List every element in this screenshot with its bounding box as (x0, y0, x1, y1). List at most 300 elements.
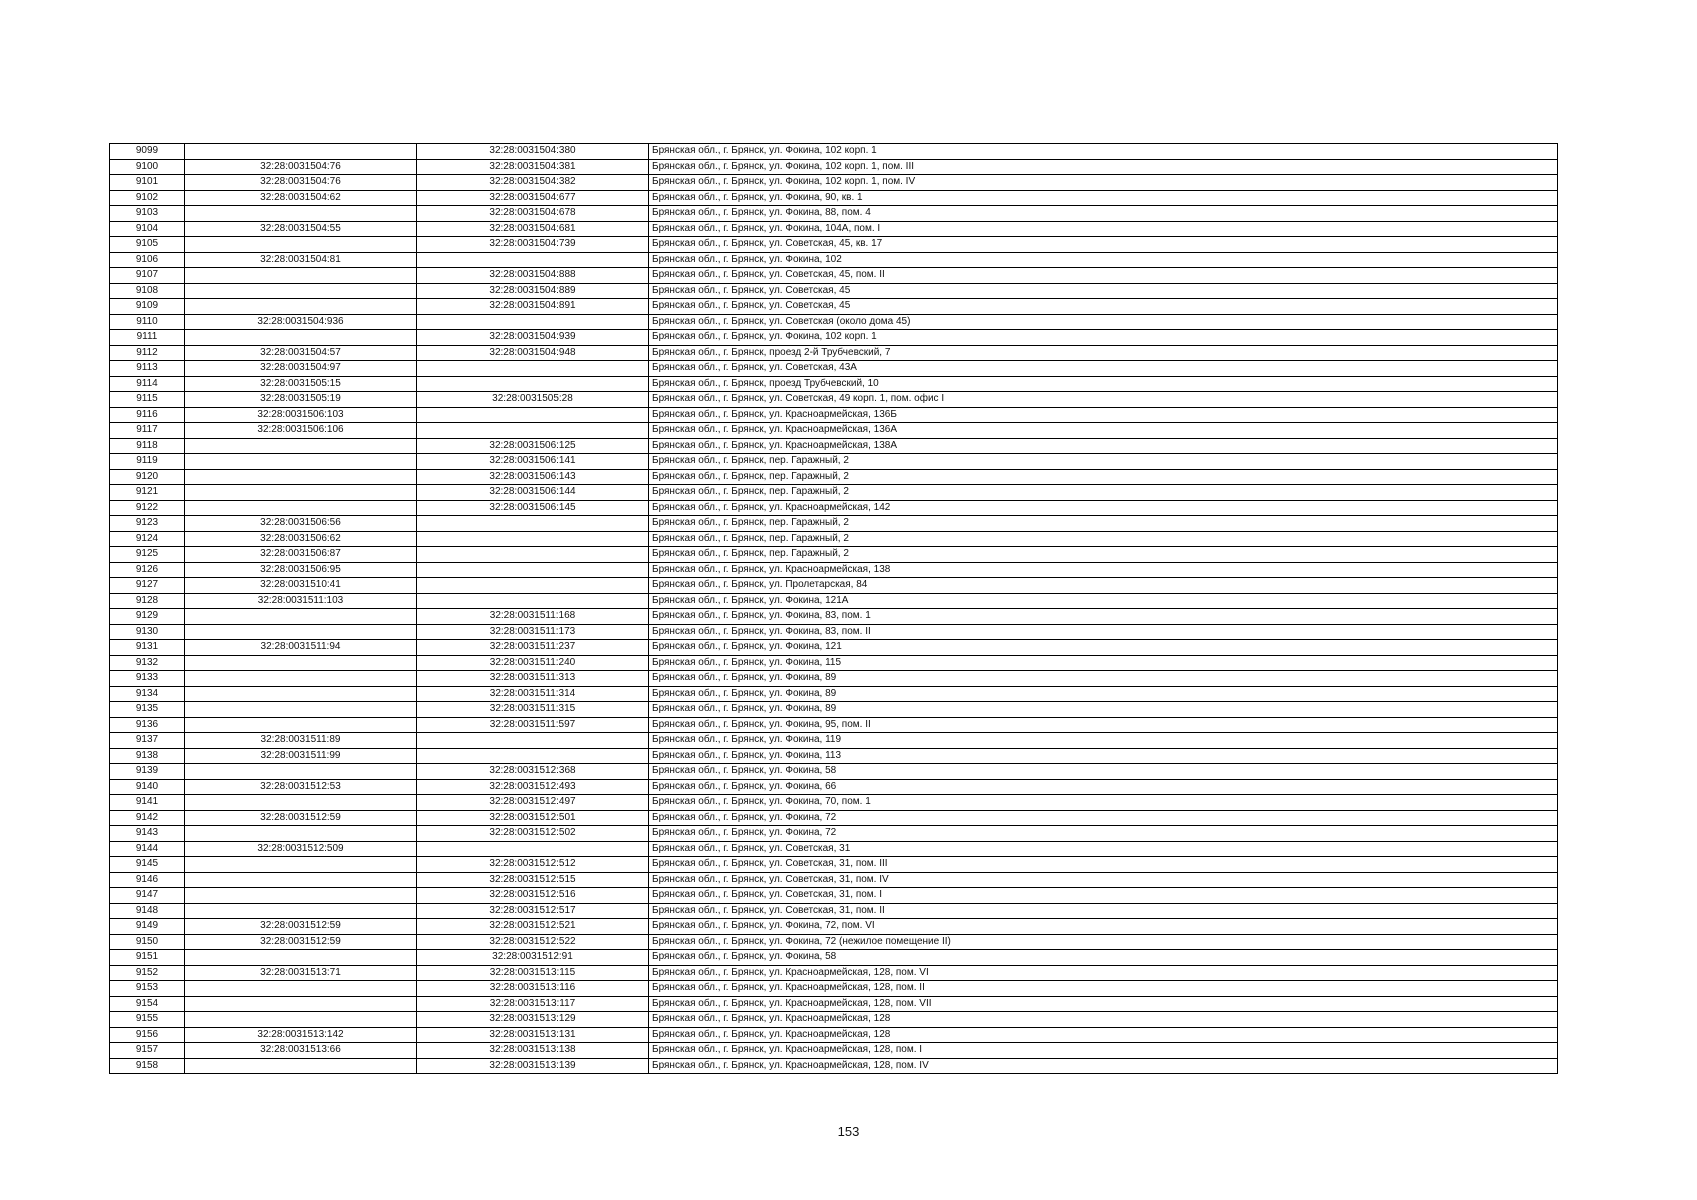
table-row (110, 748, 1558, 764)
address-cell: Брянская обл., г. Брянск, ул. Фокина, 102 (649, 252, 1558, 268)
object-number-cell: 32:28:0031504:681 (417, 221, 649, 237)
parcel-number-cell: 32:28:0031505:19 (185, 392, 417, 408)
object-number-cell (417, 516, 649, 532)
table-row (110, 624, 1558, 640)
object-number-cell: 32:28:0031504:381 (417, 159, 649, 175)
address-cell: Брянская обл., г. Брянск, пер. Гаражный, 2 (649, 547, 1558, 563)
parcel-number-cell (185, 609, 417, 625)
address-cell: Брянская обл., г. Брянск, ул. Фокина, 89 (649, 686, 1558, 702)
address-cell: Брянская обл., г. Брянск, ул. Красноармейская, 128, пом. VI (649, 965, 1558, 981)
table-row (110, 950, 1558, 966)
address-cell: Брянская обл., г. Брянск, ул. Фокина, 95, пом. II (649, 717, 1558, 733)
parcel-number-cell (185, 872, 417, 888)
row-number-cell: 9147 (110, 888, 185, 904)
object-number-cell: 32:28:0031504:891 (417, 299, 649, 315)
row-number-cell: 9103 (110, 206, 185, 222)
object-number-cell (417, 361, 649, 377)
address-cell: Брянская обл., г. Брянск, ул. Красноармейская, 136А (649, 423, 1558, 439)
object-number-cell: 32:28:0031512:502 (417, 826, 649, 842)
object-number-cell: 32:28:0031506:143 (417, 469, 649, 485)
object-number-cell: 32:28:0031511:315 (417, 702, 649, 718)
page-number: 153 (837, 1124, 860, 1139)
object-number-cell (417, 578, 649, 594)
address-cell: Брянская обл., г. Брянск, ул. Советская, 49 корп. 1, пом. офис I (649, 392, 1558, 408)
table-row (110, 764, 1558, 780)
table-row (110, 345, 1558, 361)
table-row (110, 1043, 1558, 1059)
parcel-number-cell: 32:28:0031511:94 (185, 640, 417, 656)
address-cell: Брянская обл., г. Брянск, ул. Фокина, 119 (649, 733, 1558, 749)
row-number-cell: 9110 (110, 314, 185, 330)
parcel-number-cell: 32:28:0031506:62 (185, 531, 417, 547)
row-number-cell: 9131 (110, 640, 185, 656)
parcel-number-cell: 32:28:0031504:76 (185, 175, 417, 191)
table-row (110, 655, 1558, 671)
object-number-cell: 32:28:0031511:168 (417, 609, 649, 625)
table-row (110, 454, 1558, 470)
parcel-number-cell: 32:28:0031504:81 (185, 252, 417, 268)
row-number-cell: 9155 (110, 1012, 185, 1028)
table-row (110, 733, 1558, 749)
table-row (110, 299, 1558, 315)
parcel-number-cell (185, 857, 417, 873)
table-row (110, 857, 1558, 873)
parcel-number-cell (185, 500, 417, 516)
parcel-number-cell (185, 702, 417, 718)
table-row (110, 237, 1558, 253)
object-number-cell: 32:28:0031512:512 (417, 857, 649, 873)
row-number-cell: 9136 (110, 717, 185, 733)
row-number-cell: 9112 (110, 345, 185, 361)
parcel-number-cell (185, 237, 417, 253)
row-number-cell: 9117 (110, 423, 185, 439)
row-number-cell: 9133 (110, 671, 185, 687)
row-number-cell: 9122 (110, 500, 185, 516)
address-cell: Брянская обл., г. Брянск, ул. Фокина, 104А, пом. I (649, 221, 1558, 237)
row-number-cell: 9129 (110, 609, 185, 625)
address-cell: Брянская обл., г. Брянск, ул. Фокина, 72 (нежилое помещение II) (649, 934, 1558, 950)
address-cell: Брянская обл., г. Брянск, ул. Советская, 31, пом. I (649, 888, 1558, 904)
object-number-cell: 32:28:0031506:145 (417, 500, 649, 516)
object-number-cell (417, 314, 649, 330)
table-row (110, 872, 1558, 888)
address-cell: Брянская обл., г. Брянск, ул. Фокина, 115 (649, 655, 1558, 671)
parcel-number-cell: 32:28:0031504:57 (185, 345, 417, 361)
table-row (110, 810, 1558, 826)
parcel-number-cell (185, 624, 417, 640)
row-number-cell: 9158 (110, 1058, 185, 1074)
object-number-cell (417, 423, 649, 439)
object-number-cell: 32:28:0031513:115 (417, 965, 649, 981)
object-number-cell (417, 562, 649, 578)
object-number-cell: 32:28:0031512:493 (417, 779, 649, 795)
address-cell: Брянская обл., г. Брянск, ул. Советская, 45, кв. 17 (649, 237, 1558, 253)
object-number-cell (417, 547, 649, 563)
table-row (110, 578, 1558, 594)
address-cell: Брянская обл., г. Брянск, ул. Советская (около дома 45) (649, 314, 1558, 330)
object-number-cell: 32:28:0031505:28 (417, 392, 649, 408)
registry-table (109, 143, 1558, 1074)
table-row (110, 795, 1558, 811)
object-number-cell: 32:28:0031512:516 (417, 888, 649, 904)
table-row (110, 438, 1558, 454)
row-number-cell: 9148 (110, 903, 185, 919)
table-row (110, 469, 1558, 485)
parcel-number-cell: 32:28:0031506:56 (185, 516, 417, 532)
address-cell: Брянская обл., г. Брянск, ул. Советская, 31, пом. IV (649, 872, 1558, 888)
row-number-cell: 9127 (110, 578, 185, 594)
object-number-cell: 32:28:0031511:313 (417, 671, 649, 687)
object-number-cell: 32:28:0031504:739 (417, 237, 649, 253)
table-row (110, 826, 1558, 842)
address-cell: Брянская обл., г. Брянск, ул. Красноармейская, 138А (649, 438, 1558, 454)
address-cell: Брянская обл., г. Брянск, ул. Красноармейская, 128, пом. II (649, 981, 1558, 997)
table-row (110, 407, 1558, 423)
table-row (110, 1027, 1558, 1043)
table-row (110, 159, 1558, 175)
object-number-cell: 32:28:0031506:144 (417, 485, 649, 501)
row-number-cell: 9141 (110, 795, 185, 811)
row-number-cell: 9118 (110, 438, 185, 454)
table-row (110, 1058, 1558, 1074)
address-cell: Брянская обл., г. Брянск, ул. Красноармейская, 136Б (649, 407, 1558, 423)
table-row (110, 376, 1558, 392)
table-row (110, 221, 1558, 237)
parcel-number-cell: 32:28:0031506:106 (185, 423, 417, 439)
row-number-cell: 9137 (110, 733, 185, 749)
object-number-cell: 32:28:0031512:517 (417, 903, 649, 919)
row-number-cell: 9156 (110, 1027, 185, 1043)
object-number-cell: 32:28:0031513:131 (417, 1027, 649, 1043)
row-number-cell: 9119 (110, 454, 185, 470)
row-number-cell: 9099 (110, 144, 185, 160)
row-number-cell: 9145 (110, 857, 185, 873)
parcel-number-cell: 32:28:0031504:62 (185, 190, 417, 206)
parcel-number-cell (185, 1058, 417, 1074)
object-number-cell (417, 252, 649, 268)
address-cell: Брянская обл., г. Брянск, ул. Фокина, 72 (649, 810, 1558, 826)
row-number-cell: 9101 (110, 175, 185, 191)
object-number-cell: 32:28:0031506:125 (417, 438, 649, 454)
row-number-cell: 9134 (110, 686, 185, 702)
row-number-cell: 9135 (110, 702, 185, 718)
row-number-cell: 9126 (110, 562, 185, 578)
address-cell: Брянская обл., г. Брянск, пер. Гаражный, 2 (649, 469, 1558, 485)
parcel-number-cell: 32:28:0031512:53 (185, 779, 417, 795)
row-number-cell: 9154 (110, 996, 185, 1012)
row-number-cell: 9157 (110, 1043, 185, 1059)
address-cell: Брянская обл., г. Брянск, ул. Красноармейская, 138 (649, 562, 1558, 578)
row-number-cell: 9144 (110, 841, 185, 857)
object-number-cell: 32:28:0031504:888 (417, 268, 649, 284)
parcel-number-cell (185, 996, 417, 1012)
address-cell: Брянская обл., г. Брянск, ул. Красноармейская, 128, пом. VII (649, 996, 1558, 1012)
object-number-cell: 32:28:0031504:380 (417, 144, 649, 160)
address-cell: Брянская обл., г. Брянск, ул. Фокина, 70, пом. 1 (649, 795, 1558, 811)
row-number-cell: 9105 (110, 237, 185, 253)
row-number-cell: 9104 (110, 221, 185, 237)
row-number-cell: 9142 (110, 810, 185, 826)
table-row (110, 361, 1558, 377)
row-number-cell: 9128 (110, 593, 185, 609)
table-row (110, 996, 1558, 1012)
parcel-number-cell: 32:28:0031504:97 (185, 361, 417, 377)
parcel-number-cell (185, 686, 417, 702)
table-row (110, 175, 1558, 191)
table-row (110, 1012, 1558, 1028)
parcel-number-cell: 32:28:0031511:103 (185, 593, 417, 609)
object-number-cell: 32:28:0031512:497 (417, 795, 649, 811)
table-row (110, 252, 1558, 268)
address-cell: Брянская обл., г. Брянск, ул. Пролетарская, 84 (649, 578, 1558, 594)
object-number-cell (417, 733, 649, 749)
object-number-cell: 32:28:0031512:368 (417, 764, 649, 780)
parcel-number-cell: 32:28:0031512:59 (185, 919, 417, 935)
parcel-number-cell (185, 438, 417, 454)
parcel-number-cell (185, 268, 417, 284)
parcel-number-cell (185, 485, 417, 501)
parcel-number-cell (185, 283, 417, 299)
table-row (110, 640, 1558, 656)
row-number-cell: 9115 (110, 392, 185, 408)
address-cell: Брянская обл., г. Брянск, ул. Красноармейская, 128 (649, 1012, 1558, 1028)
table-row (110, 190, 1558, 206)
address-cell: Брянская обл., г. Брянск, ул. Фокина, 58 (649, 764, 1558, 780)
parcel-number-cell (185, 764, 417, 780)
row-number-cell: 9109 (110, 299, 185, 315)
parcel-number-cell (185, 888, 417, 904)
address-cell: Брянская обл., г. Брянск, ул. Фокина, 83, пом. 1 (649, 609, 1558, 625)
address-cell: Брянская обл., г. Брянск, пер. Гаражный, 2 (649, 531, 1558, 547)
row-number-cell: 9100 (110, 159, 185, 175)
parcel-number-cell: 32:28:0031513:71 (185, 965, 417, 981)
address-cell: Брянская обл., г. Брянск, ул. Красноармейская, 128, пом. I (649, 1043, 1558, 1059)
table-row (110, 144, 1558, 160)
object-number-cell (417, 376, 649, 392)
object-number-cell: 32:28:0031504:948 (417, 345, 649, 361)
table-row (110, 330, 1558, 346)
address-cell: Брянская обл., г. Брянск, ул. Фокина, 121А (649, 593, 1558, 609)
object-number-cell: 32:28:0031513:138 (417, 1043, 649, 1059)
table-row (110, 485, 1558, 501)
parcel-number-cell: 32:28:0031513:142 (185, 1027, 417, 1043)
object-number-cell: 32:28:0031506:141 (417, 454, 649, 470)
table-row (110, 392, 1558, 408)
table-row (110, 593, 1558, 609)
row-number-cell: 9121 (110, 485, 185, 501)
address-cell: Брянская обл., г. Брянск, ул. Фокина, 72, пом. VI (649, 919, 1558, 935)
object-number-cell: 32:28:0031504:677 (417, 190, 649, 206)
parcel-number-cell: 32:28:0031505:15 (185, 376, 417, 392)
object-number-cell: 32:28:0031504:382 (417, 175, 649, 191)
address-cell: Брянская обл., г. Брянск, ул. Советская, 31, пом. III (649, 857, 1558, 873)
parcel-number-cell: 32:28:0031511:99 (185, 748, 417, 764)
object-number-cell: 32:28:0031511:314 (417, 686, 649, 702)
address-cell: Брянская обл., г. Брянск, пер. Гаражный, 2 (649, 454, 1558, 470)
row-number-cell: 9140 (110, 779, 185, 795)
object-number-cell (417, 531, 649, 547)
object-number-cell: 32:28:0031513:139 (417, 1058, 649, 1074)
row-number-cell: 9113 (110, 361, 185, 377)
address-cell: Брянская обл., г. Брянск, ул. Фокина, 113 (649, 748, 1558, 764)
address-cell: Брянская обл., г. Брянск, ул. Фокина, 72 (649, 826, 1558, 842)
row-number-cell: 9143 (110, 826, 185, 842)
parcel-number-cell: 32:28:0031504:55 (185, 221, 417, 237)
address-cell: Брянская обл., г. Брянск, ул. Фокина, 102 корп. 1 (649, 330, 1558, 346)
object-number-cell (417, 407, 649, 423)
parcel-number-cell (185, 330, 417, 346)
table-row (110, 717, 1558, 733)
table-row (110, 686, 1558, 702)
object-number-cell: 32:28:0031512:521 (417, 919, 649, 935)
table-row (110, 314, 1558, 330)
parcel-number-cell (185, 950, 417, 966)
parcel-number-cell (185, 981, 417, 997)
parcel-number-cell (185, 144, 417, 160)
object-number-cell: 32:28:0031504:678 (417, 206, 649, 222)
parcel-number-cell (185, 903, 417, 919)
table-row (110, 934, 1558, 950)
address-cell: Брянская обл., г. Брянск, ул. Фокина, 58 (649, 950, 1558, 966)
object-number-cell: 32:28:0031512:522 (417, 934, 649, 950)
parcel-number-cell (185, 469, 417, 485)
parcel-number-cell: 32:28:0031512:59 (185, 934, 417, 950)
address-cell: Брянская обл., г. Брянск, ул. Советская, 31 (649, 841, 1558, 857)
parcel-number-cell: 32:28:0031511:89 (185, 733, 417, 749)
object-number-cell: 32:28:0031512:501 (417, 810, 649, 826)
parcel-number-cell (185, 299, 417, 315)
object-number-cell: 32:28:0031511:173 (417, 624, 649, 640)
object-number-cell (417, 841, 649, 857)
row-number-cell: 9116 (110, 407, 185, 423)
address-cell: Брянская обл., г. Брянск, проезд 2-й Трубчевский, 7 (649, 345, 1558, 361)
object-number-cell: 32:28:0031513:129 (417, 1012, 649, 1028)
object-number-cell (417, 748, 649, 764)
address-cell: Брянская обл., г. Брянск, ул. Фокина, 121 (649, 640, 1558, 656)
address-cell: Брянская обл., г. Брянск, ул. Советская, 31, пом. II (649, 903, 1558, 919)
address-cell: Брянская обл., г. Брянск, ул. Фокина, 102 корп. 1, пом. III (649, 159, 1558, 175)
row-number-cell: 9138 (110, 748, 185, 764)
table-row (110, 283, 1558, 299)
row-number-cell: 9139 (110, 764, 185, 780)
row-number-cell: 9149 (110, 919, 185, 935)
row-number-cell: 9130 (110, 624, 185, 640)
table-row (110, 965, 1558, 981)
row-number-cell: 9153 (110, 981, 185, 997)
parcel-number-cell: 32:28:0031512:509 (185, 841, 417, 857)
parcel-number-cell: 32:28:0031510:41 (185, 578, 417, 594)
address-cell: Брянская обл., г. Брянск, ул. Советская, 43А (649, 361, 1558, 377)
address-cell: Брянская обл., г. Брянск, ул. Фокина, 89 (649, 702, 1558, 718)
row-number-cell: 9124 (110, 531, 185, 547)
table-row (110, 609, 1558, 625)
parcel-number-cell: 32:28:0031513:66 (185, 1043, 417, 1059)
registry-table-body (110, 144, 1558, 1074)
address-cell: Брянская обл., г. Брянск, проезд Трубчевский, 10 (649, 376, 1558, 392)
table-row (110, 888, 1558, 904)
table-row (110, 702, 1558, 718)
address-cell: Брянская обл., г. Брянск, ул. Советская, 45, пом. II (649, 268, 1558, 284)
parcel-number-cell: 32:28:0031506:95 (185, 562, 417, 578)
parcel-number-cell (185, 206, 417, 222)
address-cell: Брянская обл., г. Брянск, ул. Фокина, 83, пом. II (649, 624, 1558, 640)
object-number-cell (417, 593, 649, 609)
row-number-cell: 9107 (110, 268, 185, 284)
parcel-number-cell (185, 826, 417, 842)
address-cell: Брянская обл., г. Брянск, ул. Советская, 45 (649, 299, 1558, 315)
table-row (110, 516, 1558, 532)
table-row (110, 841, 1558, 857)
parcel-number-cell: 32:28:0031506:103 (185, 407, 417, 423)
address-cell: Брянская обл., г. Брянск, пер. Гаражный, 2 (649, 485, 1558, 501)
address-cell: Брянская обл., г. Брянск, ул. Фокина, 102 корп. 1, пом. IV (649, 175, 1558, 191)
object-number-cell: 32:28:0031504:939 (417, 330, 649, 346)
parcel-number-cell (185, 454, 417, 470)
object-number-cell: 32:28:0031511:237 (417, 640, 649, 656)
table-row (110, 268, 1558, 284)
table-row (110, 547, 1558, 563)
parcel-number-cell (185, 671, 417, 687)
row-number-cell: 9108 (110, 283, 185, 299)
object-number-cell: 32:28:0031513:117 (417, 996, 649, 1012)
table-row (110, 779, 1558, 795)
address-cell: Брянская обл., г. Брянск, ул. Фокина, 66 (649, 779, 1558, 795)
object-number-cell: 32:28:0031513:116 (417, 981, 649, 997)
row-number-cell: 9150 (110, 934, 185, 950)
table-row (110, 500, 1558, 516)
parcel-number-cell (185, 717, 417, 733)
table-row (110, 981, 1558, 997)
row-number-cell: 9152 (110, 965, 185, 981)
parcel-number-cell: 32:28:0031512:59 (185, 810, 417, 826)
parcel-number-cell (185, 795, 417, 811)
table-row (110, 671, 1558, 687)
row-number-cell: 9111 (110, 330, 185, 346)
row-number-cell: 9151 (110, 950, 185, 966)
parcel-number-cell (185, 655, 417, 671)
table-row (110, 531, 1558, 547)
parcel-number-cell: 32:28:0031504:936 (185, 314, 417, 330)
address-cell: Брянская обл., г. Брянск, ул. Красноармейская, 128, пом. IV (649, 1058, 1558, 1074)
row-number-cell: 9146 (110, 872, 185, 888)
address-cell: Брянская обл., г. Брянск, ул. Фокина, 90, кв. 1 (649, 190, 1558, 206)
address-cell: Брянская обл., г. Брянск, ул. Красноармейская, 128 (649, 1027, 1558, 1043)
table-row (110, 919, 1558, 935)
parcel-number-cell: 32:28:0031506:87 (185, 547, 417, 563)
address-cell: Брянская обл., г. Брянск, пер. Гаражный, 2 (649, 516, 1558, 532)
parcel-number-cell: 32:28:0031504:76 (185, 159, 417, 175)
row-number-cell: 9106 (110, 252, 185, 268)
object-number-cell: 32:28:0031504:889 (417, 283, 649, 299)
address-cell: Брянская обл., г. Брянск, ул. Фокина, 88, пом. 4 (649, 206, 1558, 222)
address-cell: Брянская обл., г. Брянск, ул. Фокина, 89 (649, 671, 1558, 687)
address-cell: Брянская обл., г. Брянск, ул. Красноармейская, 142 (649, 500, 1558, 516)
object-number-cell: 32:28:0031511:597 (417, 717, 649, 733)
table-row (110, 423, 1558, 439)
address-cell: Брянская обл., г. Брянск, ул. Фокина, 102 корп. 1 (649, 144, 1558, 160)
row-number-cell: 9102 (110, 190, 185, 206)
row-number-cell: 9123 (110, 516, 185, 532)
table-row (110, 562, 1558, 578)
parcel-number-cell (185, 1012, 417, 1028)
row-number-cell: 9132 (110, 655, 185, 671)
row-number-cell: 9125 (110, 547, 185, 563)
object-number-cell: 32:28:0031512:515 (417, 872, 649, 888)
table-row (110, 206, 1558, 222)
row-number-cell: 9114 (110, 376, 185, 392)
table-row (110, 903, 1558, 919)
address-cell: Брянская обл., г. Брянск, ул. Советская, 45 (649, 283, 1558, 299)
